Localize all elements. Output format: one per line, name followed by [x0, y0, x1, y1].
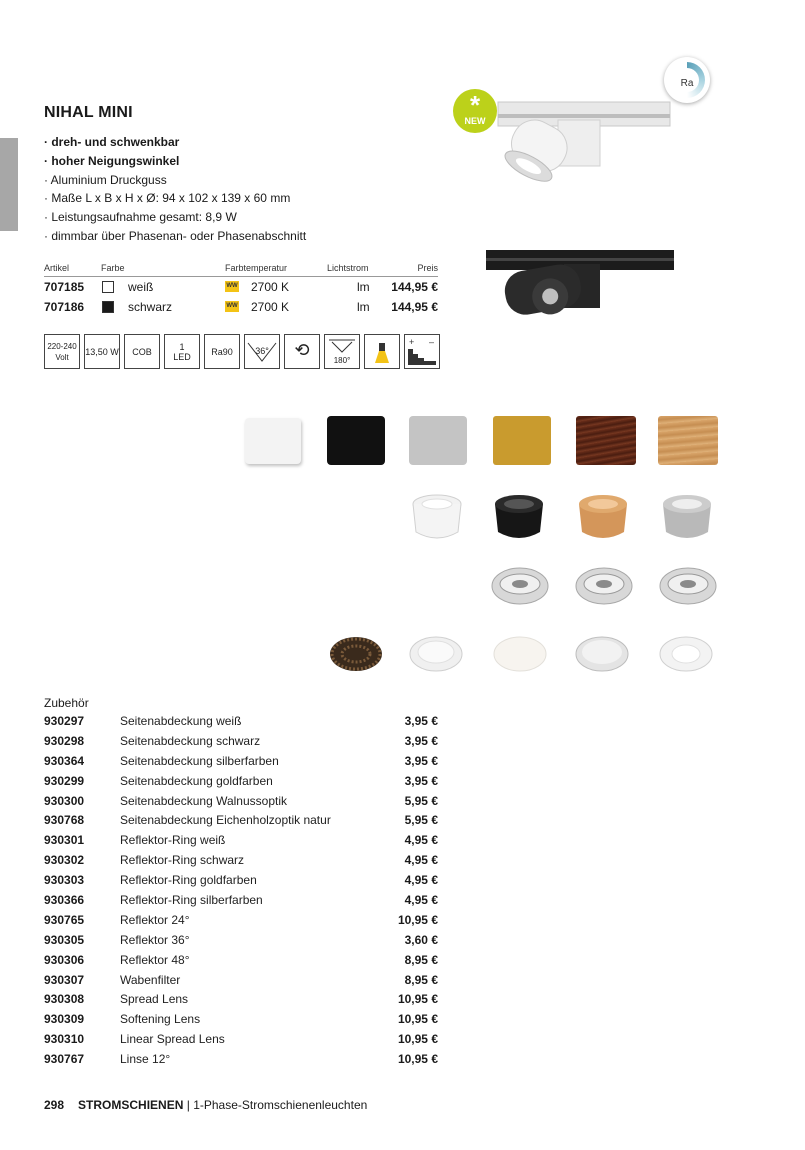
accessory-name: Linear Spread Lens — [120, 1032, 225, 1047]
article-row — [44, 297, 438, 317]
accessory-name: Seitenabdeckung Walnussoptik — [120, 793, 287, 808]
accessories-heading: Zubehör — [44, 696, 89, 710]
header-farbe: Farbe — [101, 263, 125, 273]
luminous-flux: lm — [357, 280, 370, 294]
accessory-name: Softening Lens — [120, 1012, 201, 1027]
accessory-code: 930305 — [44, 932, 85, 947]
accessory-row — [44, 1049, 438, 1069]
chapter-tab — [0, 138, 18, 231]
tilt-angle-icon: 180° — [324, 334, 360, 369]
accessory-code: 930767 — [44, 1052, 85, 1067]
reflector-48-image — [658, 566, 718, 608]
feature-item: · Leistungsaufnahme gesamt: 8,9 W — [44, 210, 237, 225]
accessory-row — [44, 930, 438, 950]
accessory-price: 3,95 € — [404, 733, 438, 748]
voltage-icon: 220-240 Volt — [44, 334, 80, 369]
accessory-row — [44, 989, 438, 1009]
softening-lens-image — [492, 634, 548, 674]
spread-lens-image — [408, 634, 464, 674]
accessory-row — [44, 850, 438, 870]
feature-item: · dreh- und schwenkbar — [44, 135, 180, 149]
product-image-black — [486, 246, 676, 332]
dimmable-icon — [404, 334, 440, 369]
accessory-price: 3,95 € — [404, 714, 438, 728]
article-number: 707186 — [44, 300, 85, 314]
svg-text:–: – — [429, 337, 435, 347]
color-swatch-black — [102, 301, 114, 313]
accessory-row — [44, 830, 438, 850]
accessory-price: 5,95 € — [404, 813, 438, 828]
reflector-ring-white-image — [408, 490, 466, 546]
accessory-price: 3,60 € — [404, 932, 438, 947]
accessory-name: Reflektor-Ring weiß — [120, 833, 226, 848]
accessory-price: 8,95 € — [404, 952, 438, 967]
luminous-flux: lm — [357, 300, 370, 314]
accessory-price: 5,95 € — [404, 793, 438, 808]
color-name: weiß — [128, 280, 154, 294]
side-cover-walnut-image — [576, 416, 636, 465]
header-preis: Preis — [417, 263, 438, 273]
reflector-ring-silver-image — [658, 490, 716, 546]
accessory-code: 930298 — [44, 733, 85, 748]
accessory-price: 4,95 € — [404, 893, 438, 908]
header-farbtemperatur: Farbtemperatur — [225, 263, 288, 273]
accessory-code: 930303 — [44, 873, 85, 888]
feature-item: · Aluminium Druckguss — [44, 172, 167, 187]
light-direction-icon — [364, 334, 400, 369]
accessory-price: 4,95 € — [404, 853, 438, 868]
footer-separator: | — [186, 1098, 190, 1112]
accessory-code: 930309 — [44, 1012, 85, 1027]
svg-text:+: + — [409, 337, 415, 347]
accessory-name: Reflektor 36° — [120, 932, 190, 947]
article-row — [44, 277, 438, 297]
accessory-price: 4,95 € — [404, 873, 438, 888]
feature-item: · Maße L x B x H x Ø: 94 x 102 x 139 x 60 mm — [44, 191, 291, 206]
accessory-name: Reflektor-Ring silberfarben — [120, 893, 263, 908]
accessory-price: 3,95 € — [404, 773, 438, 788]
cob-icon: COB — [124, 334, 160, 369]
product-image-white — [496, 92, 672, 192]
star-icon: * — [469, 90, 481, 120]
accessory-code: 930297 — [44, 714, 85, 728]
new-badge — [453, 89, 497, 133]
accessory-price: 10,95 € — [397, 1032, 438, 1047]
section-title: STROMSCHIENEN — [78, 1098, 184, 1112]
accessory-name: Reflektor 24° — [120, 912, 190, 927]
article-number: 707185 — [44, 280, 85, 294]
power-icon: 13,50 W — [84, 334, 120, 369]
honeycomb-filter-image — [328, 634, 384, 674]
product-title: NIHAL MINI — [44, 104, 133, 121]
accessory-row — [44, 970, 438, 990]
article-price: 144,95 € — [391, 300, 438, 314]
subsection-title: 1-Phase-Stromschienenleuchten — [193, 1098, 368, 1112]
accessory-name: Reflektor 48° — [120, 952, 190, 967]
accessory-code: 930768 — [44, 813, 85, 828]
ra-badge-label: Ra — [680, 78, 694, 89]
accessory-price: 10,95 € — [397, 992, 438, 1007]
rotate-swivel-icon: ⟲ — [284, 334, 320, 369]
feature-list — [44, 133, 306, 246]
accessory-name: Seitenabdeckung schwarz — [120, 733, 261, 748]
reflector-24-image — [490, 566, 550, 608]
accessory-row — [44, 1029, 438, 1049]
reflector-36-image — [574, 566, 634, 608]
accessory-row — [44, 910, 438, 930]
accessory-row — [44, 791, 438, 811]
accessory-row — [44, 890, 438, 910]
accessory-row — [44, 810, 438, 830]
accessory-price: 8,95 € — [404, 972, 438, 987]
side-cover-black-image — [327, 416, 385, 465]
accessory-row — [44, 1009, 438, 1029]
accessory-name: Seitenabdeckung silberfarben — [120, 753, 279, 768]
accessory-price: 10,95 € — [397, 912, 438, 927]
page-number: 298 — [44, 1098, 65, 1112]
accessory-code: 930306 — [44, 952, 85, 967]
accessory-name: Linse 12° — [120, 1052, 171, 1067]
ra90-icon: Ra90 — [204, 334, 240, 369]
accessory-row — [44, 950, 438, 970]
accessory-name: Wabenfilter — [120, 972, 181, 987]
header-artikel: Artikel — [44, 263, 70, 273]
page-footer — [44, 1098, 367, 1112]
accessory-price: 3,95 € — [404, 753, 438, 768]
accessory-code: 930300 — [44, 793, 85, 808]
accessories-table — [44, 711, 438, 1069]
accessory-name: Seitenabdeckung Eichenholzoptik natur — [120, 813, 331, 828]
accessory-code: 930301 — [44, 833, 85, 848]
reflector-ring-gold-image — [574, 490, 632, 546]
accessory-code: 930308 — [44, 992, 85, 1007]
new-badge-label: NEW — [464, 116, 486, 126]
accessory-row — [44, 870, 438, 890]
feature-item: · dimmbar über Phasenan- oder Phasenabschnitt — [44, 228, 307, 243]
article-price: 144,95 € — [391, 280, 438, 294]
accessory-code: 930364 — [44, 753, 85, 768]
accessory-code: 930310 — [44, 1032, 85, 1047]
warm-white-icon: WW — [225, 301, 239, 312]
color-name: schwarz — [128, 300, 173, 314]
color-temperature: 2700 K — [251, 280, 290, 294]
accessory-row — [44, 731, 438, 751]
accessory-name: Reflektor-Ring goldfarben — [120, 873, 257, 888]
led-count-icon: 1 LED — [164, 334, 200, 369]
header-lichtstrom: Lichtstrom — [327, 263, 369, 273]
reflector-ring-black-image — [490, 490, 548, 546]
side-cover-oak-image — [658, 416, 718, 465]
article-table-header — [44, 261, 438, 277]
accessory-row — [44, 751, 438, 771]
accessory-code: 930307 — [44, 972, 85, 987]
feature-item: · hoher Neigungswinkel — [44, 153, 180, 168]
accessory-name: Seitenabdeckung weiß — [120, 714, 242, 728]
color-swatch-white — [102, 281, 114, 293]
article-table — [44, 261, 438, 317]
accessory-price: 10,95 € — [397, 1012, 438, 1027]
warm-white-icon: WW — [225, 281, 239, 292]
accessory-row — [44, 711, 438, 731]
side-cover-white-image — [245, 418, 301, 464]
accessory-name: Seitenabdeckung goldfarben — [120, 773, 273, 788]
side-cover-gold-image — [493, 416, 551, 465]
accessory-name: Reflektor-Ring schwarz — [120, 853, 245, 868]
accessory-row — [44, 771, 438, 791]
lens-12-image — [658, 634, 714, 674]
beam-angle-icon: 36° — [244, 334, 280, 369]
accessory-code: 930302 — [44, 853, 85, 868]
color-temperature: 2700 K — [251, 300, 290, 314]
linear-spread-lens-image — [574, 634, 630, 674]
accessory-price: 4,95 € — [404, 833, 438, 848]
accessory-price: 10,95 € — [397, 1052, 438, 1067]
side-cover-silver-image — [409, 416, 467, 465]
accessory-name: Spread Lens — [120, 992, 189, 1007]
accessory-code: 930299 — [44, 773, 85, 788]
accessory-code: 930366 — [44, 893, 85, 908]
accessory-code: 930765 — [44, 912, 85, 927]
